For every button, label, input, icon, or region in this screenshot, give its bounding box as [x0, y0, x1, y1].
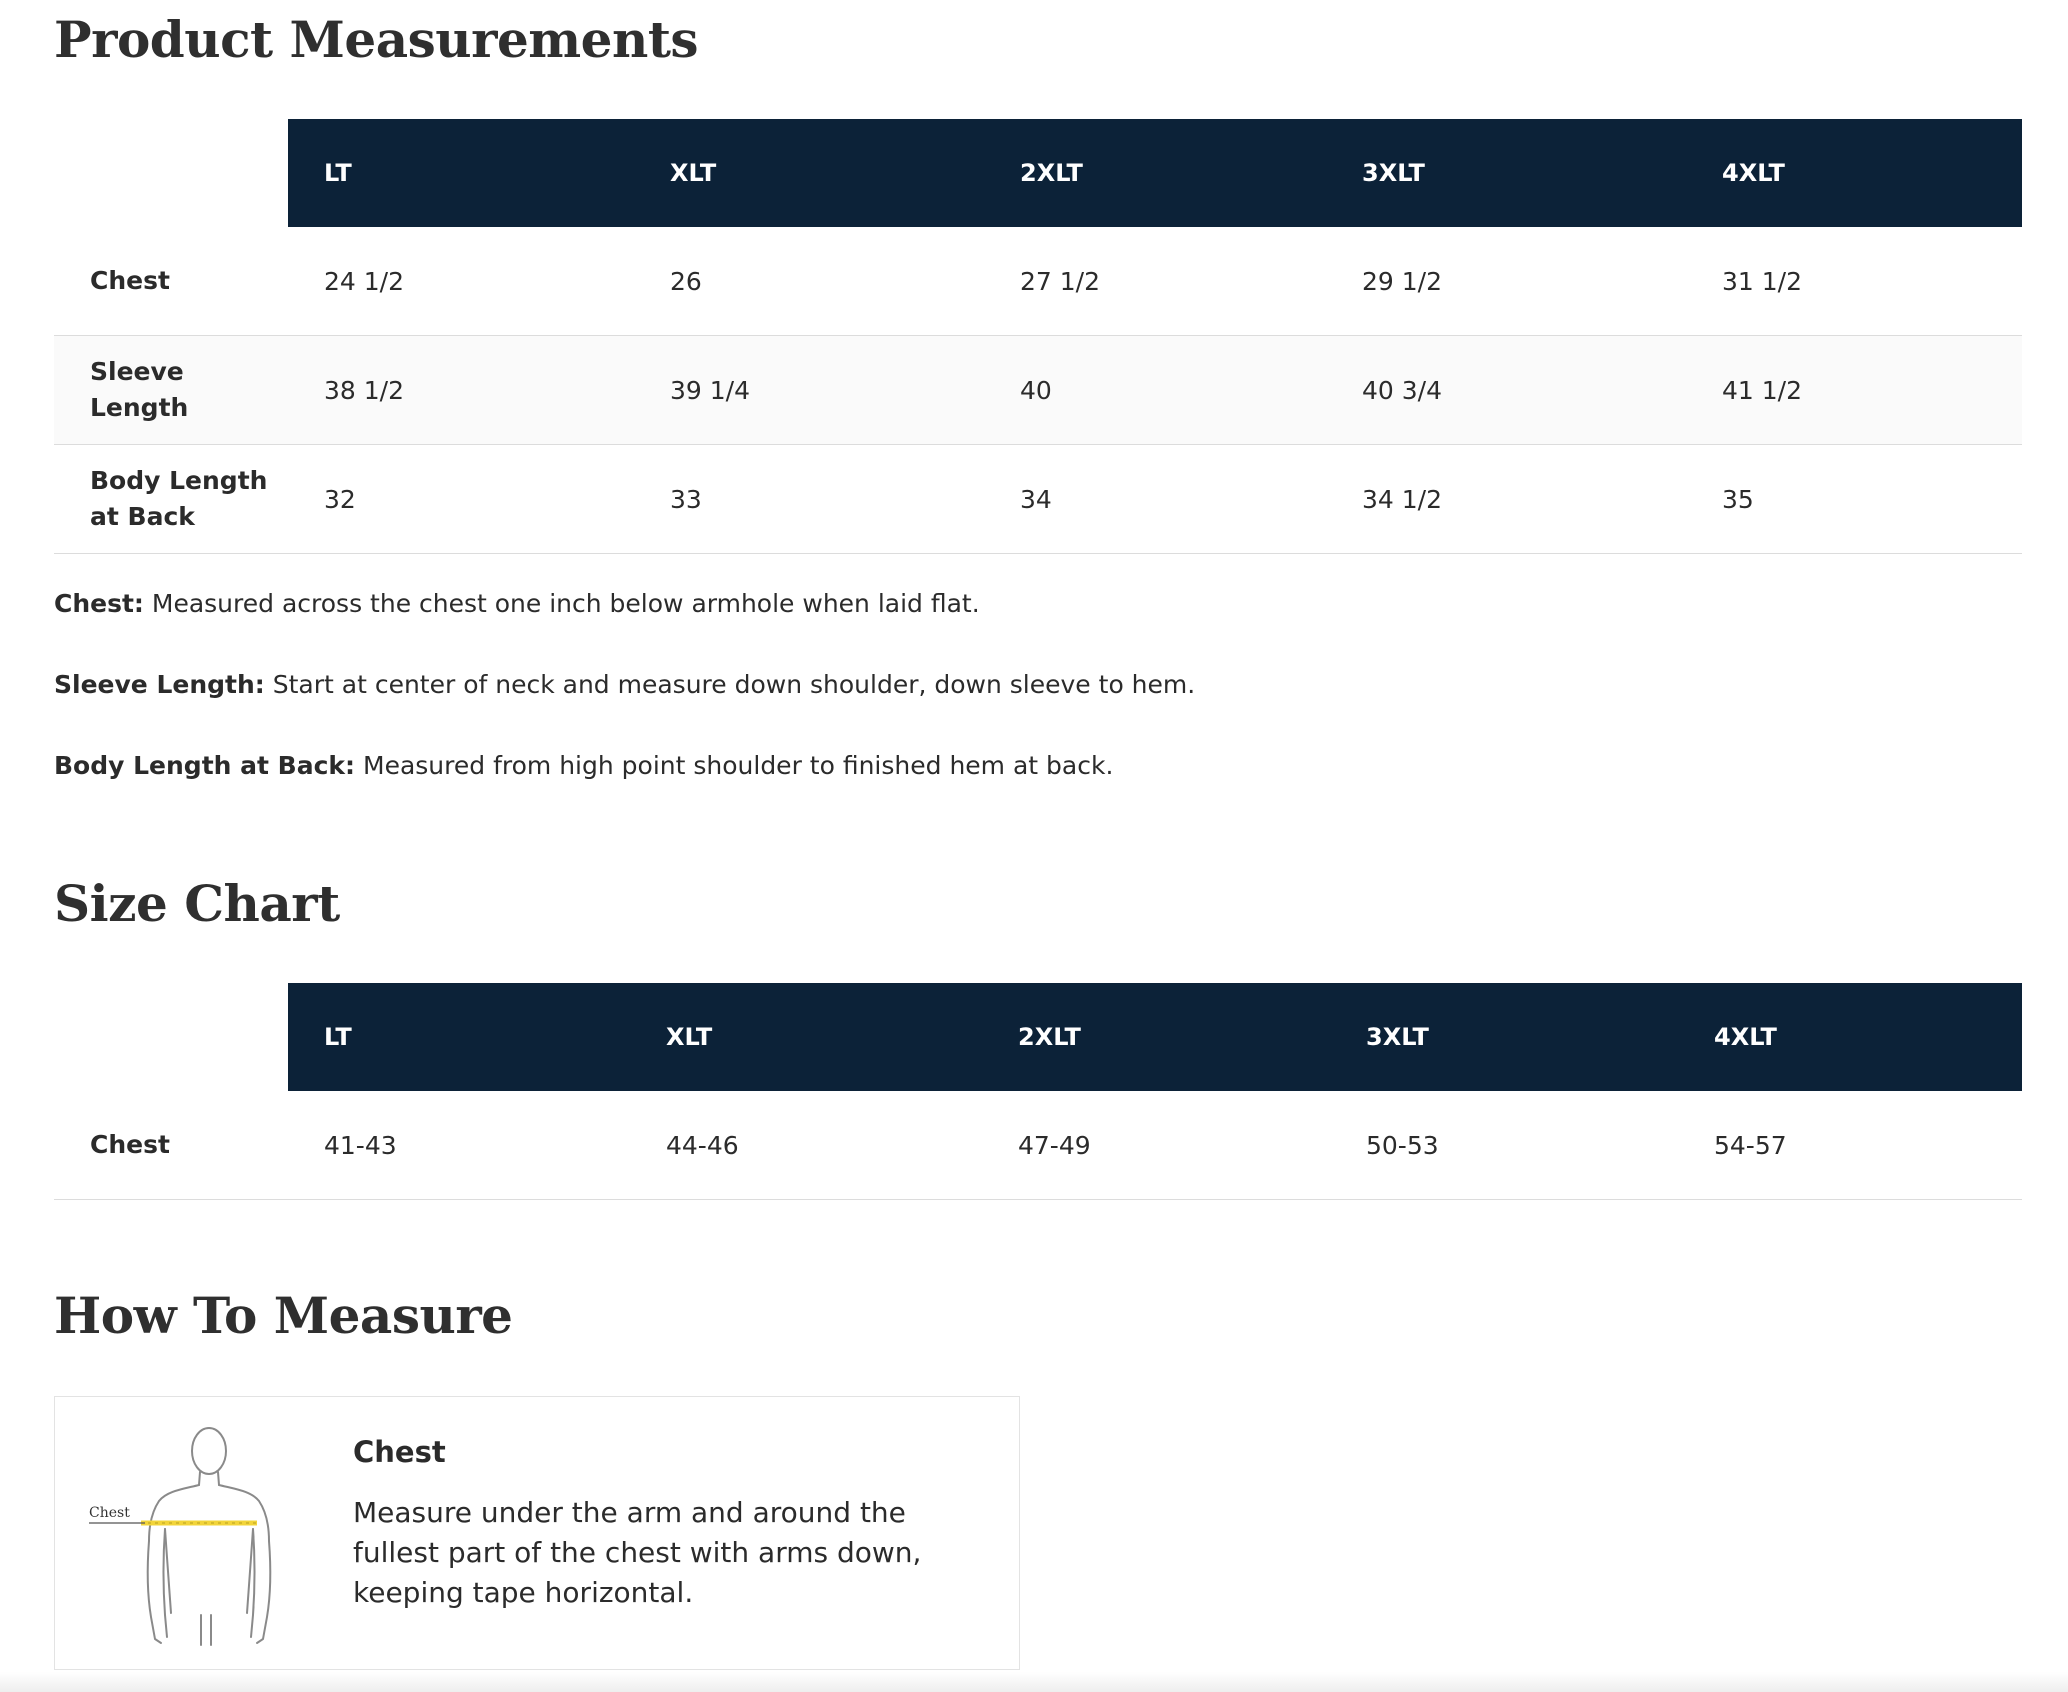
row-label-chest: Chest [54, 227, 288, 336]
table-cell: 38 1/2 [288, 336, 634, 445]
table-cell: 50-53 [1330, 1091, 1678, 1200]
table-cell: 34 1/2 [1326, 445, 1686, 554]
row-label-chest: Chest [54, 1091, 288, 1200]
table-header-empty [54, 983, 288, 1091]
size-header: 2XLT [982, 983, 1330, 1091]
table-cell: 33 [634, 445, 984, 554]
measure-card-title: Chest [353, 1435, 446, 1469]
table-cell: 41 1/2 [1686, 336, 2022, 445]
note-chest [54, 590, 1195, 617]
size-header: XLT [630, 983, 982, 1091]
table-cell: 41-43 [288, 1091, 630, 1200]
table-row [54, 1091, 2022, 1200]
size-header: 3XLT [1330, 983, 1678, 1091]
note-text: Start at center of neck and measure down shoulder, down sleeve to hem. [272, 670, 1196, 699]
measure-card-text [353, 1435, 993, 1613]
row-label-sleeve-length: Sleeve Length [54, 336, 288, 445]
table-cell: 26 [634, 227, 984, 336]
table-row [54, 227, 2022, 336]
table-cell: 54-57 [1678, 1091, 2022, 1200]
table-header-empty [54, 119, 288, 227]
note-term: Chest: [54, 589, 144, 618]
measure-card-description: Measure under the arm and around the fullest part of the chest with arms down, keeping tape horizontal. [353, 1496, 922, 1609]
table-cell: 40 3/4 [1326, 336, 1686, 445]
how-to-measure-title: How To Measure [54, 1286, 513, 1345]
body-outline-icon [85, 1417, 325, 1653]
note-text: Measured from high point shoulder to finished hem at back. [363, 751, 1114, 780]
table-cell: 35 [1686, 445, 2022, 554]
measurement-notes [54, 590, 1195, 833]
table-row [54, 336, 2022, 445]
table-header-row [54, 983, 2022, 1091]
size-chart-title: Size Chart [54, 874, 340, 933]
size-header: LT [288, 983, 630, 1091]
measure-card-chest [54, 1396, 1020, 1670]
table-cell: 47-49 [982, 1091, 1330, 1200]
table-cell: 44-46 [630, 1091, 982, 1200]
product-measurements-table [54, 119, 2022, 554]
table-cell: 32 [288, 445, 634, 554]
chest-measure-figure [85, 1417, 325, 1653]
figure-chest-label: Chest [89, 1505, 130, 1521]
table-header-row [54, 119, 2022, 227]
table-cell: 34 [984, 445, 1326, 554]
note-term: Sleeve Length: [54, 670, 265, 699]
table-cell: 27 1/2 [984, 227, 1326, 336]
size-header: 4XLT [1686, 119, 2022, 227]
size-header: XLT [634, 119, 984, 227]
table-cell: 24 1/2 [288, 227, 634, 336]
note-term: Body Length at Back: [54, 751, 356, 780]
note-body-length [54, 752, 1195, 779]
size-header: 2XLT [984, 119, 1326, 227]
size-header: 3XLT [1326, 119, 1686, 227]
table-cell: 29 1/2 [1326, 227, 1686, 336]
bottom-scroll-fade [0, 1672, 2068, 1692]
table-cell: 31 1/2 [1686, 227, 2022, 336]
product-measurements-title: Product Measurements [54, 10, 699, 69]
table-cell: 39 1/4 [634, 336, 984, 445]
size-chart-table [54, 983, 2022, 1200]
size-header: LT [288, 119, 634, 227]
row-label-body-length: Body Length at Back [54, 445, 288, 554]
note-sleeve-length [54, 671, 1195, 698]
note-text: Measured across the chest one inch below armhole when laid flat. [151, 589, 980, 618]
table-row [54, 445, 2022, 554]
table-cell: 40 [984, 336, 1326, 445]
size-header: 4XLT [1678, 983, 2022, 1091]
